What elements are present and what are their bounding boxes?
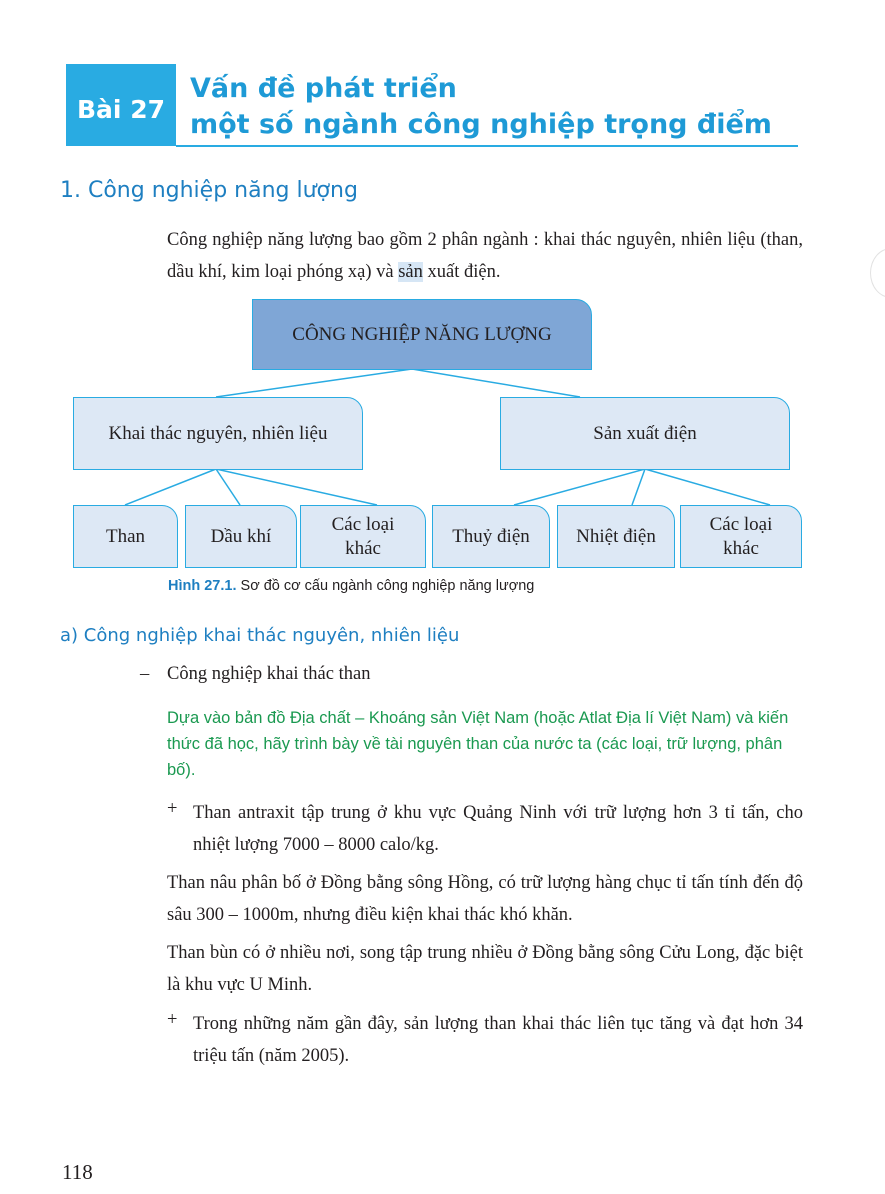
subsection-heading: a) Công nghiệp khai thác nguyên, nhiên liệu: [60, 625, 460, 646]
diagram-root-node: CÔNG NGHIỆP NĂNG LƯỢNG: [252, 299, 592, 370]
figure-caption: Hình 27.1. Sơ đồ cơ cấu ngành công nghiệp năng lượng: [168, 578, 535, 594]
bullet-production: Trong những năm gần đây, sản lượng than khai thác liên tục tăng và đạt hơn 34 triệu tấn (năm 2005).: [193, 1014, 803, 1066]
diagram-leaf-other-power: Các loại khác: [680, 505, 802, 568]
diagram-leaf-oil-gas: Dầu khí: [185, 505, 297, 568]
bullet-antraxit: Than antraxit tập trung ở khu vực Quảng Ninh với trữ lượng hơn 3 tỉ tấn, cho nhiệt lượng 7000 – 8000 calo/kg.: [193, 803, 803, 855]
highlighted-word: sản: [398, 262, 423, 282]
diagram-leaf-hydropower: Thuỷ điện: [432, 505, 550, 568]
dash-marker: –: [140, 664, 150, 684]
plus-marker: +: [167, 1010, 178, 1030]
paragraph-lignite: Than nâu phân bố ở Đồng bằng sông Hồng, có trữ lượng hàng chục tỉ tấn tính đến độ sâu 300 – 1000m, nhưng điều kiện khai thác khó khăn.: [167, 873, 803, 925]
dash-item: Công nghiệp khai thác than: [167, 664, 371, 684]
intro-paragraph: Công nghiệp năng lượng bao gồm 2 phân ngành : khai thác nguyên, nhiên liệu (than, dầu khí, kim loại phóng xạ) và sản xuất điện.: [167, 230, 803, 282]
paragraph-peat: Than bùn có ở nhiều nơi, song tập trung nhiều ở Đồng bằng sông Cửu Long, đặc biệt là khu vực U Minh.: [167, 943, 803, 995]
diagram-leaf-other-fuels: Các loại khác: [300, 505, 426, 568]
question-prompt: Dựa vào bản đồ Địa chất – Khoáng sản Việt Nam (hoặc Atlat Địa lí Việt Nam) và kiến thức đã học, hãy trình bày về tài nguyên than của nước ta (các loại, trữ lượng, phân bố).: [167, 709, 789, 779]
lesson-title-line2: một số ngành công nghiệp trọng điểm: [190, 109, 772, 140]
lesson-title-line1: Vấn đề phát triển: [190, 73, 457, 104]
lesson-badge: Bài 27: [66, 64, 176, 146]
diagram-branch-electricity: Sản xuất điện: [500, 397, 790, 470]
plus-marker: +: [167, 799, 178, 819]
diagram-branch-mining: Khai thác nguyên, nhiên liệu: [73, 397, 363, 470]
section-heading: 1. Công nghiệp năng lượng: [60, 178, 358, 203]
diagram-leaf-thermal-power: Nhiệt điện: [557, 505, 675, 568]
diagram-leaf-coal: Than: [73, 505, 178, 568]
page-number: 118: [62, 1160, 93, 1184]
